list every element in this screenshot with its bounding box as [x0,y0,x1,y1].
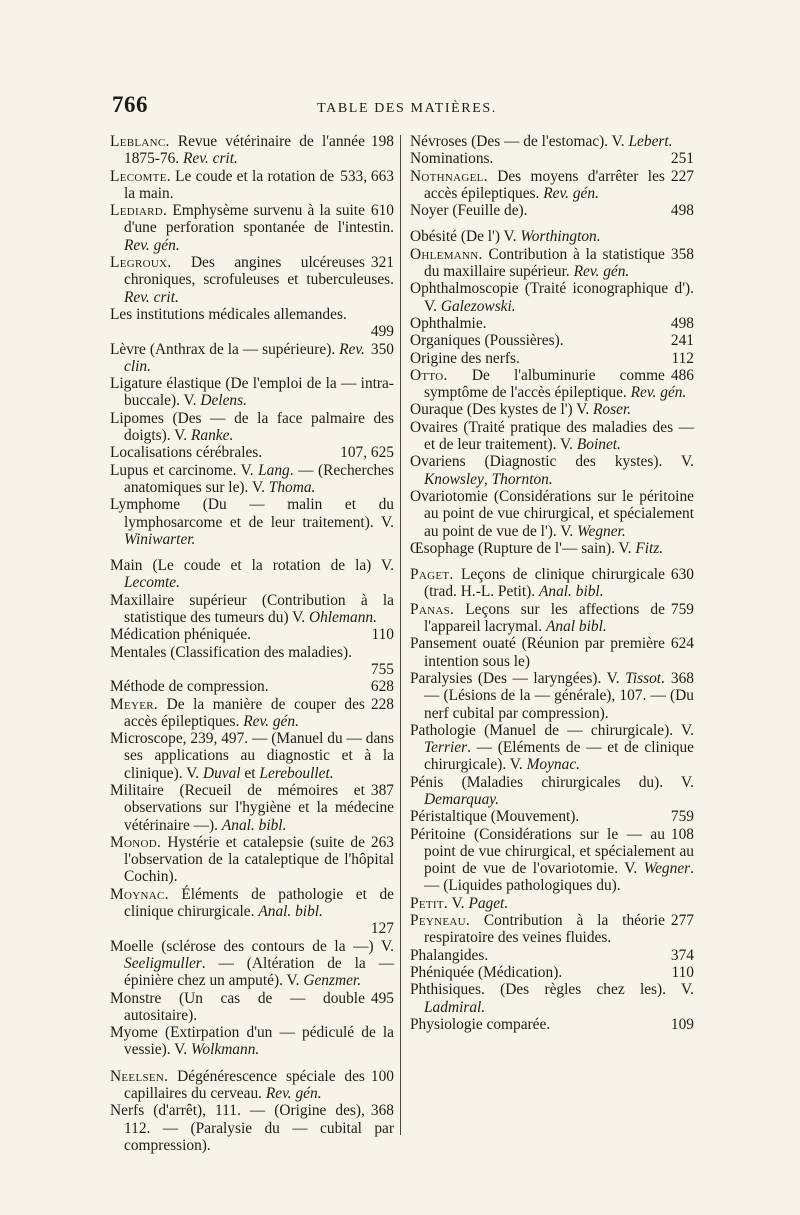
entry-headword: Monod. [110,833,162,851]
index-entry [410,228,694,245]
index-entry [410,168,694,203]
entry-reference: Paget. [468,894,509,912]
entry-reference: Wegner. [577,522,626,540]
entry-headword: Péristaltique [410,808,487,826]
entry-pages: 624 [670,635,694,653]
entry-headword: Pansement [410,635,477,653]
entry-text: Emphysème survenu à la suite d'une perforation spontanée de l'intestin. [124,202,394,237]
index-entry [410,202,694,219]
index-entry [110,938,394,990]
entry-reference: Lang [258,461,290,479]
entry-pages: 109 [670,1015,694,1033]
entry-reference: Rev. gén. [124,236,180,254]
entry-text: De l'albuminurie comme symptôme de l'accès épileptique. [424,366,665,402]
index-entry [110,254,394,306]
index-entry [110,644,394,679]
index-entry [110,626,394,643]
entry-text: des nerfs. [457,349,520,367]
entry-headword: Lecomte. [110,167,171,185]
entry-pages: 486 [670,366,694,384]
entry-reference: Lebert. [628,133,673,150]
entry-pages: 321 [370,254,394,272]
entry-headword: Paget. [410,566,454,584]
entry-headword: Myome [110,1024,158,1042]
index-entry [410,601,694,636]
index-entry [410,774,694,809]
index-entry [410,332,694,349]
entry-text: (Du — malin et du lymphosarcome et de leur traitement). V. [124,496,394,531]
index-entry [110,1024,394,1059]
entry-pages: 759 [670,600,694,618]
page-number: 766 [112,92,148,117]
index-entry [410,947,694,964]
entry-pages: 350 [370,340,394,358]
entry-text: Dégénérescence spéciale des capillaires du cerveau. [124,1067,365,1103]
index-entry [410,401,694,418]
entry-pages: 630 [670,566,694,584]
entry-headword: Lipomes [110,409,164,427]
entry-pages: 277 [670,912,694,930]
entry-headword: Pathologie [410,721,476,739]
entry-pages: 100 [370,1067,394,1085]
index-entry [110,202,394,254]
index-entry [410,540,694,557]
entry-reference: Worthington. [520,228,601,246]
index-entry [110,886,394,938]
page-header [112,92,702,120]
entry-reference: Rev. gén. [543,184,599,202]
entry-headword: Mentales [110,643,167,661]
index-entry [110,462,394,497]
index-entry [410,1016,694,1033]
entry-reference: Rev. clin. [124,340,365,375]
entry-reference: Lereboullet. [259,764,334,782]
entry-pages: 533, 663 [340,167,394,185]
entry-reference: Genzmer. [303,972,362,990]
entry-text: Revue vétérinaire de l'année 1875-76. [124,133,365,168]
entry-headword: Les institutions médicales allemandes. [110,305,347,323]
index-entry [410,964,694,981]
entry-reference: Delens. [200,392,247,410]
entry-reference: Roser. [593,401,632,419]
entry-text: (Des kystes de l') V. [463,401,594,419]
entry-headword: Petit. [410,894,449,912]
entry-text: (Le coude et la rotation de la) V. [142,557,394,575]
index-entry [410,635,694,670]
entry-text: (Considérations sur le — au point de vue chirurgical, et spécialement au point de vue de l'ovariotomie. V. [424,825,694,878]
entry-reference: Rev. gén. [630,384,687,402]
entry-text: (Médication). [474,963,563,981]
entry-text: (Feuille de). [448,202,528,220]
entry-pages: 227 [670,167,694,185]
entry-headword: Otto. [410,366,448,384]
entry-pages: 110 [371,626,394,644]
index-entry [110,306,394,341]
entry-reference: Boinet. [576,436,621,454]
entry-text: (Maladies chirurgicales du). V. [443,773,694,791]
entry-headword: Lupus [110,461,149,479]
right-column [410,133,694,1033]
entry-pages: 198 [370,133,394,150]
index-entry [410,912,694,947]
index-entry [110,1068,394,1103]
entry-reference: Ladmiral. [424,998,486,1016]
entry-text: (Traité iconographique d'). V. [424,280,694,315]
entry-text: ouaté (Réunion par première intention sous le) [424,635,665,670]
index-entry [110,696,394,731]
entry-reference: Wegner [643,860,691,878]
entry-pages: 241 [670,332,694,350]
entry-headword: Ovaires [410,418,458,436]
index-entry [110,730,394,782]
entry-text: Des moyens d'arrêter les accès épileptiques. [424,167,665,202]
entry-pages: 387 [370,781,394,799]
entry-headword: Ophthalmie. [410,314,487,332]
entry-pages: 759 [670,808,694,826]
entry-headword: Localisations [110,444,193,462]
entry-reference: Rev. gén. [265,1085,322,1103]
entry-text: (d'arrêt), 111. — (Origine des), 112. — (Paralysie du — cubital par compression). [124,1102,394,1154]
entry-text: (Des — de l'estomac). V. [467,133,629,150]
entry-headword: Microscope, [110,730,187,748]
entry-text: (Traité pratique des maladies des — et de leur traitement). V. [424,418,694,454]
index-entry [410,350,694,367]
entry-text: supérieur (Contribution à la statistique des tumeurs du) V. [124,591,394,627]
index-entry [110,375,394,410]
entry-reference: Anal. bibl. [538,583,604,601]
entry-headword: Panas. [410,600,455,618]
index-entry [410,670,694,722]
entry-reference: Thornton. [491,470,553,488]
entry-headword: Neelsen. [110,1067,169,1085]
entry-reference: Fitz. [635,539,664,557]
entry-reference: Wolkmann. [190,1041,260,1059]
index-entry [110,496,394,548]
entry-text: (Considérations sur le péritoine au point de vue chirurgical, et spécialement au point de vue de l'). V. [424,487,694,540]
entry-text: Contribution à la théorie respiratoire des veines fluides. [424,912,665,947]
entry-pages: 368 [670,669,694,687]
entry-headword: Peyneau. [410,912,471,930]
index-entry [410,150,694,167]
entry-text: (Des — laryngées). V. [472,669,626,687]
entry-text: phéniquée. [180,626,252,644]
entry-headword: Médication [110,626,181,644]
index-entry [410,315,694,332]
entry-headword: Péritoine [410,825,466,843]
entry-headword: Pénis [410,773,444,791]
entry-text: Éléments de pathologie et de clinique chirurgicale. [124,885,394,921]
entry-reference: Thoma. [268,478,316,496]
entry-headword: Ovariens [410,453,466,471]
entry-headword: Ligature [110,375,163,393]
index-entry [110,990,394,1025]
entry-pages: 108 [670,825,694,843]
entry-headword: Nerfs [110,1102,145,1120]
entry-text: (Diagnostic des kystes). V. [465,453,694,471]
entry-text: Contribution à la statistique du maxillaire supérieur. [424,245,665,281]
entry-text: et [240,764,260,782]
index-entry [110,1102,394,1154]
entry-headword: Moynac. [110,885,169,903]
entry-headword: Névroses [410,133,468,150]
index-entry [410,808,694,825]
entry-reference: Knowsley [424,470,484,488]
entry-pages: 251 [670,150,694,168]
index-entry [410,246,694,281]
entry-text: . — (Lésions de la — générale), 107. — (Du nerf cubital par compression). [424,669,694,722]
index-entry [410,722,694,774]
entry-text: Hystérie et catalepsie (suite de l'observation de la cataleptique de l'hôpital Cochin). [124,833,394,886]
entry-text: (sclérose des contours de la —) V. [153,937,394,955]
entry-pages: 628 [370,678,394,696]
entry-headword: Physiologie [410,1015,483,1033]
entry-text: (Extirpation d'un — pédiculé de la vessie). V. [124,1024,394,1059]
entry-pages: 110 [671,963,694,981]
entry-reference: Rev. gén. [243,712,299,730]
index-entry [110,133,394,168]
entry-text: Leçons sur les affections de l'appareil lacrymal. [424,600,665,636]
entry-pages: 755 [370,660,394,678]
entry-reference: Moynac. [526,756,580,774]
entry-text: (Des — de la face palmaire des doigts). V. [124,409,394,445]
entry-headword: Œsophage [410,539,475,557]
entry-reference: Anal bibl. [546,618,607,636]
entry-headword: Monstre [110,989,162,1007]
entry-headword: Legroux. [110,254,172,272]
entry-headword: Meyer. [110,695,159,713]
index-entry [410,895,694,912]
entry-text: (Recueil de mémoires et observations sur l'hygiène et la médecine vétérinaire —). [124,781,394,834]
index-entry [110,557,394,592]
entry-text: (Un cas de — double autositaire). [124,989,365,1024]
entry-headword: Militaire [110,781,164,799]
entry-headword: Leblanc. [110,133,170,150]
entry-text: . — (Eléments de — et de clinique chirurgicale). V. [424,739,694,774]
entry-pages: 107, 625 [340,444,394,462]
entry-text: (Manuel de — chirurgicale). V. [475,721,694,739]
entry-headword: Lymphome [110,496,181,514]
entry-pages: 228 [370,695,394,713]
running-title: TABLE DES MATIÈRES. [317,101,497,116]
index-entry [410,133,694,150]
entry-reference: Rev. crit. [124,288,179,306]
entry-text: et carcinome. V. [148,461,259,479]
entry-pages: 499 [370,323,394,341]
index-entry [410,566,694,601]
entry-text: cérébrales. [192,444,263,462]
entry-headword: Paralysies [410,669,473,687]
entry-headword: Moelle [110,937,154,955]
index-entry [410,826,694,895]
entry-reference: Anal. bibl. [258,903,323,921]
index-entry [110,444,394,461]
entry-headword: Ouraque [410,401,463,419]
entry-headword: Origine [410,349,458,367]
entry-headword: Ophthalmoscopie [410,280,519,298]
entry-pages: 498 [670,202,694,220]
entry-headword: Phthisiques. [410,981,485,999]
index-entry [110,782,394,834]
entry-text: (De l') V. [457,228,521,246]
index-entry [410,367,694,402]
entry-headword: Phéniquée [410,963,475,981]
index-entry [410,981,694,1016]
index-entry [110,678,394,695]
entry-text: . — (Altération de la — épinière chez un amputé). V. [124,954,394,990]
entry-headword: Obésité [410,228,458,246]
entry-text: (Des règles chez les). V. [484,981,694,999]
entry-text: . — (Liquides pathologiques du). [424,860,694,895]
entry-text: Le coude et la rotation de la main. [124,167,335,202]
column-divider [400,135,401,1135]
entry-text: Des angines ulcéreuses chroniques, scrofuleuses et tuberculeuses. [124,254,394,289]
entry-text: . — (Recherches anatomiques sur le). V. [124,461,394,496]
entry-text: comparée. [482,1015,551,1033]
entry-headword: Ovariotomie [410,487,488,505]
entry-pages: 374 [670,946,694,964]
index-entry [410,453,694,488]
entry-reference: Lecomte. [124,574,180,592]
entry-reference: Duval [202,764,241,782]
entry-headword: Maxillaire [110,591,175,609]
entry-text: 239, 497. — (Manuel du — dans ses applications au diagnostic et à la clinique). V. [124,730,394,782]
entry-pages: 610 [370,202,394,220]
entry-reference: Rev. crit. [183,150,238,168]
entry-reference: Winiwarter. [124,530,196,548]
entry-pages: 127 [370,920,394,938]
entry-text: (Rupture de l'— sain). V. [474,539,636,557]
index-entry [110,168,394,203]
entry-text: De la manière de couper des accès épileptiques. [124,695,365,730]
entry-reference: Demarquay. [424,790,500,808]
entry-reference: Tissot [625,669,662,687]
entry-reference: Terrier [424,739,468,757]
entry-headword: Lediard. [110,202,168,220]
entry-text: élastique (De l'emploi de la — intra-buccale). V. [124,375,394,410]
entry-text: (Classification des maladies). [166,643,352,661]
entry-headword: Nominations. [410,150,494,168]
entry-headword: Nothnagel. [410,167,488,185]
entry-headword: Organiques [410,332,481,350]
entry-pages: 112 [671,349,694,367]
index-entry [410,419,694,454]
entry-text: , [483,470,492,488]
index-entry [110,410,394,445]
entry-reference: Galezowski. [440,297,516,315]
entry-pages: 263 [370,833,394,851]
index-entry [110,341,394,376]
entry-reference: Rev. gén. [573,263,630,281]
entry-headword: Phalangides. [410,946,489,964]
entry-headword: Méthode [110,678,165,696]
entry-pages: 495 [370,989,394,1007]
entry-text: (Poussières). [480,332,564,350]
entry-headword: Main [110,557,143,575]
entry-text: Leçons de clinique chirurgicale (trad. H.-L. Petit). [424,566,665,601]
entry-reference: Anal. bibl. [221,816,287,834]
entry-headword: Noyer [410,202,449,220]
entry-reference: Ranke. [191,427,234,445]
entry-pages: 498 [670,314,694,332]
index-entry [410,280,694,315]
index-entry [410,488,694,540]
entry-text: (Mouvement). [486,808,580,826]
entry-reference: Ohlemann. [308,609,377,627]
entry-reference: Seeligmuller [124,954,202,972]
entry-headword: Lèvre [110,340,146,358]
entry-pages: 368 [370,1102,394,1120]
index-entry [110,834,394,886]
entry-text: (Anthrax de la — supérieure). [145,340,340,358]
entry-headword: Ohlemann. [410,245,483,263]
index-entry [110,592,394,627]
left-column [110,133,394,1154]
entry-text: de compression. [164,678,269,696]
entry-pages: 358 [670,245,694,263]
entry-text: V. [448,894,469,912]
